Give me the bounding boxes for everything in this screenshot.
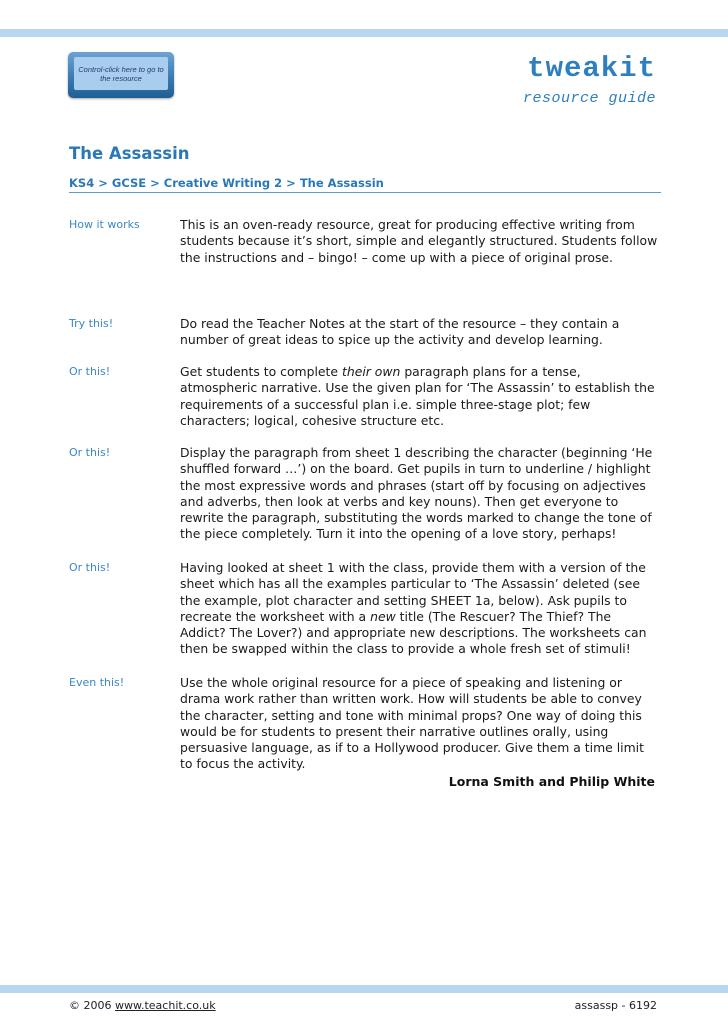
section-label: Even this!: [69, 676, 125, 689]
section-text: Display the paragraph from sheet 1 describing the character (beginning ‘He shuffled forward …’) on the board. Get pupils in turn to underline / highlight the most expressive words and phrases (start off by focusing on adjectives and adverbs, then look at verbs and key nouns). Then get everyone to rewrite the paragraph, substituting the words marked to change the tone of the piece completely. Turn it into the opening of a love story, perhaps!: [180, 445, 653, 542]
section-label: Or this!: [69, 365, 111, 378]
brand-subtitle: resource guide: [522, 90, 656, 107]
text-run: Having looked at sheet 1 with the class, provide them with a version of the sheet which has all the examples particular to ‘The Assassin’ deleted (see the example, plot character and setting SHEET 1a, below). Ask pupils to recreate the worksheet with a: [180, 560, 646, 624]
bottom-decorative-band: [0, 985, 728, 993]
breadcrumb-separator: >: [286, 176, 296, 190]
breadcrumb-divider: [69, 192, 661, 193]
section-label: How it works: [69, 218, 140, 231]
text-run: title (The Rescuer? The Thief? The Addict? The Lover?) and appropriate new descriptions. The worksheets can then be swapped within the class to provide a whole fresh set of stimuli!: [180, 608, 647, 657]
section-label: Try this!: [69, 317, 114, 330]
section-text: Use the whole original resource for a piece of speaking and listening or drama work rather than written work. How will students be able to convey the character, setting and tone with minimal props? One way of doing this would be for students to present their narrative outlines orally, using persuasive language, as if to a Hollywood producer. Give them a time limit to focus the activity.: [180, 675, 644, 772]
section-text: [180, 364, 660, 429]
emphasis-text: new: [370, 608, 396, 624]
text-run: Get students to complete: [180, 364, 342, 379]
breadcrumb-item: KS4: [69, 176, 95, 190]
brand-logo: [523, 52, 656, 107]
section-text: Do read the Teacher Notes at the start of the resource – they contain a number of great ideas to spice up the activity and develop learning.: [180, 316, 620, 348]
teachit-link[interactable]: www.teachit.co.uk: [115, 999, 216, 1012]
go-to-resource-button[interactable]: [68, 52, 174, 98]
copyright-text: © 2006: [69, 999, 115, 1012]
breadcrumb-separator: >: [98, 176, 108, 190]
resource-code: assassp - 6192: [574, 999, 657, 1012]
footer-copyright: [69, 999, 216, 1012]
go-to-resource-label: Control-click here to go to the resource: [74, 57, 168, 90]
page-title: The Assassin: [69, 144, 190, 163]
breadcrumb: [69, 176, 384, 190]
text-run: paragraph plans for a tense, atmospheric narrative. Use the given plan for ‘The Assassin’ to establish the requirements of a successful plan i.e. simple three-stage plot; few characters; logical, cohesive structure etc.: [180, 364, 655, 428]
section-text: [180, 560, 660, 658]
breadcrumb-item: Creative Writing 2: [163, 176, 283, 190]
breadcrumb-item: The Assassin: [299, 176, 384, 190]
emphasis-text: their own: [341, 364, 401, 379]
breadcrumb-item: GCSE: [111, 176, 147, 190]
section-label: Or this!: [69, 561, 111, 574]
section-text: This is an oven-ready resource, great for producing effective writing from students because it’s short, simple and elegantly structured. Students follow the instructions and – bingo! – come up with a piece of original prose.: [180, 217, 658, 265]
section-label: Or this!: [69, 446, 111, 459]
brand-name: tweakit: [527, 52, 656, 85]
top-decorative-band: [0, 29, 728, 37]
breadcrumb-separator: >: [150, 176, 160, 190]
author-signature: Lorna Smith and Philip White: [448, 774, 655, 789]
